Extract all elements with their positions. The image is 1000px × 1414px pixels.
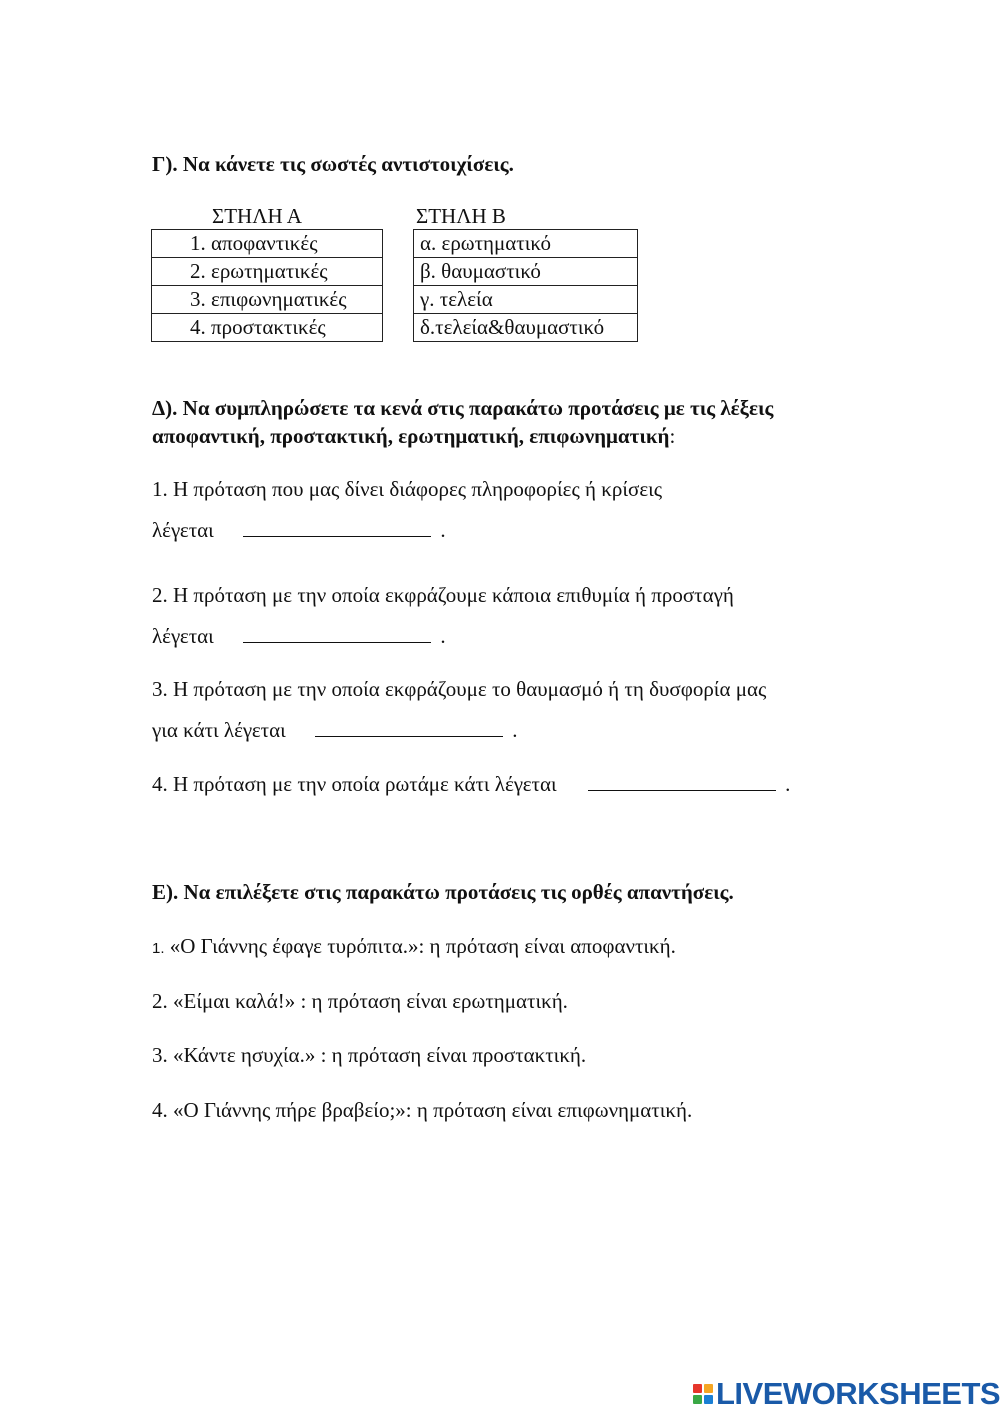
fill-question-3-lead: για κάτι λέγεται [152,718,286,742]
choice-item-4-number: 4. [152,1098,168,1122]
choice-item-2-number: 2. [152,989,168,1013]
choice-item-1 [152,934,676,959]
choice-item-2-text[interactable]: «Είμαι καλά!» : η πρόταση είναι ερωτηματική. [173,989,568,1013]
column-b-header: ΣΤΗΛΗ Β [416,204,506,228]
fill-question-4-line [152,772,790,797]
fill-question-1-end: . [440,518,446,542]
choice-item-3-number: 3. [152,1043,168,1067]
column-b-table [413,229,638,342]
liveworksheets-logo-icon [693,1384,713,1404]
column-b-item[interactable]: α. ερωτηματικό [414,230,638,258]
logo-square-icon [693,1384,702,1393]
column-a-table [151,229,383,342]
column-a-item[interactable]: 2. ερωτηματικές [152,258,383,286]
choice-item-1-number: 1. [152,940,165,957]
section-d-colon: : [669,424,676,448]
liveworksheets-logo-text: LIVEWORKSHEETS [716,1376,1000,1411]
fill-blank-1[interactable] [243,518,431,537]
section-d-title-line2 [152,424,675,449]
column-a-item[interactable]: 3. επιφωνηματικές [152,286,383,314]
section-d-word-list: αποφαντική, προστακτική, ερωτηματική, επιφωνηματική [152,424,670,448]
fill-question-2-answer-line [152,624,446,649]
liveworksheets-logo [693,1376,1000,1412]
column-b-item[interactable]: δ.τελεία&θαυμαστικό [414,314,638,342]
fill-question-1-lead: λέγεται [152,518,214,542]
choice-item-4 [152,1098,692,1123]
fill-question-3-end: . [512,718,518,742]
fill-question-2-text: 2. Η πρόταση με την οποία εκφράζουμε κάποια επιθυμία ή προσταγή [152,583,734,607]
choice-item-3 [152,1043,586,1068]
choice-item-2 [152,989,568,1014]
logo-square-icon [693,1395,702,1404]
choice-item-1-text[interactable]: «Ο Γιάννης έφαγε τυρόπιτα.»: η πρόταση είναι αποφαντική. [169,934,676,958]
logo-square-icon [704,1395,713,1404]
section-d-title-line1: Δ). Να συμπληρώσετε τα κενά στις παρακάτω προτάσεις με τις λέξεις [152,396,774,420]
section-e-title: Ε). Να επιλέξετε στις παρακάτω προτάσεις τις ορθές απαντήσεις. [152,880,734,904]
column-b-item[interactable]: β. θαυμαστικό [414,258,638,286]
fill-question-4-end: . [785,772,791,796]
column-b-item[interactable]: γ. τελεία [414,286,638,314]
fill-blank-3[interactable] [315,718,503,737]
fill-question-2-lead: λέγεται [152,624,214,648]
column-a-header: ΣΤΗΛΗ Α [212,204,302,228]
fill-question-1-answer-line [152,518,446,543]
fill-question-2-end: . [440,624,446,648]
fill-question-4-text: 4. Η πρόταση με την οποία ρωτάμε κάτι λέγεται [152,772,557,796]
fill-question-3-answer-line [152,718,518,743]
column-a-item[interactable]: 4. προστακτικές [152,314,383,342]
section-c-title: Γ). Να κάνετε τις σωστές αντιστοιχίσεις. [152,152,514,176]
fill-question-3-text: 3. Η πρόταση με την οποία εκφράζουμε το θαυμασμό ή τη δυσφορία μας [152,677,767,701]
choice-item-3-text[interactable]: «Κάντε ησυχία.» : η πρόταση είναι προστακτική. [173,1043,587,1067]
logo-square-icon [704,1384,713,1393]
choice-item-4-text[interactable]: «Ο Γιάννης πήρε βραβείο;»: η πρόταση είναι επιφωνηματική. [173,1098,693,1122]
column-a-item[interactable]: 1. αποφαντικές [152,230,383,258]
fill-blank-4[interactable] [588,772,776,791]
fill-question-1-text: 1. Η πρόταση που μας δίνει διάφορες πληροφορίες ή κρίσεις [152,477,663,501]
fill-blank-2[interactable] [243,624,431,643]
